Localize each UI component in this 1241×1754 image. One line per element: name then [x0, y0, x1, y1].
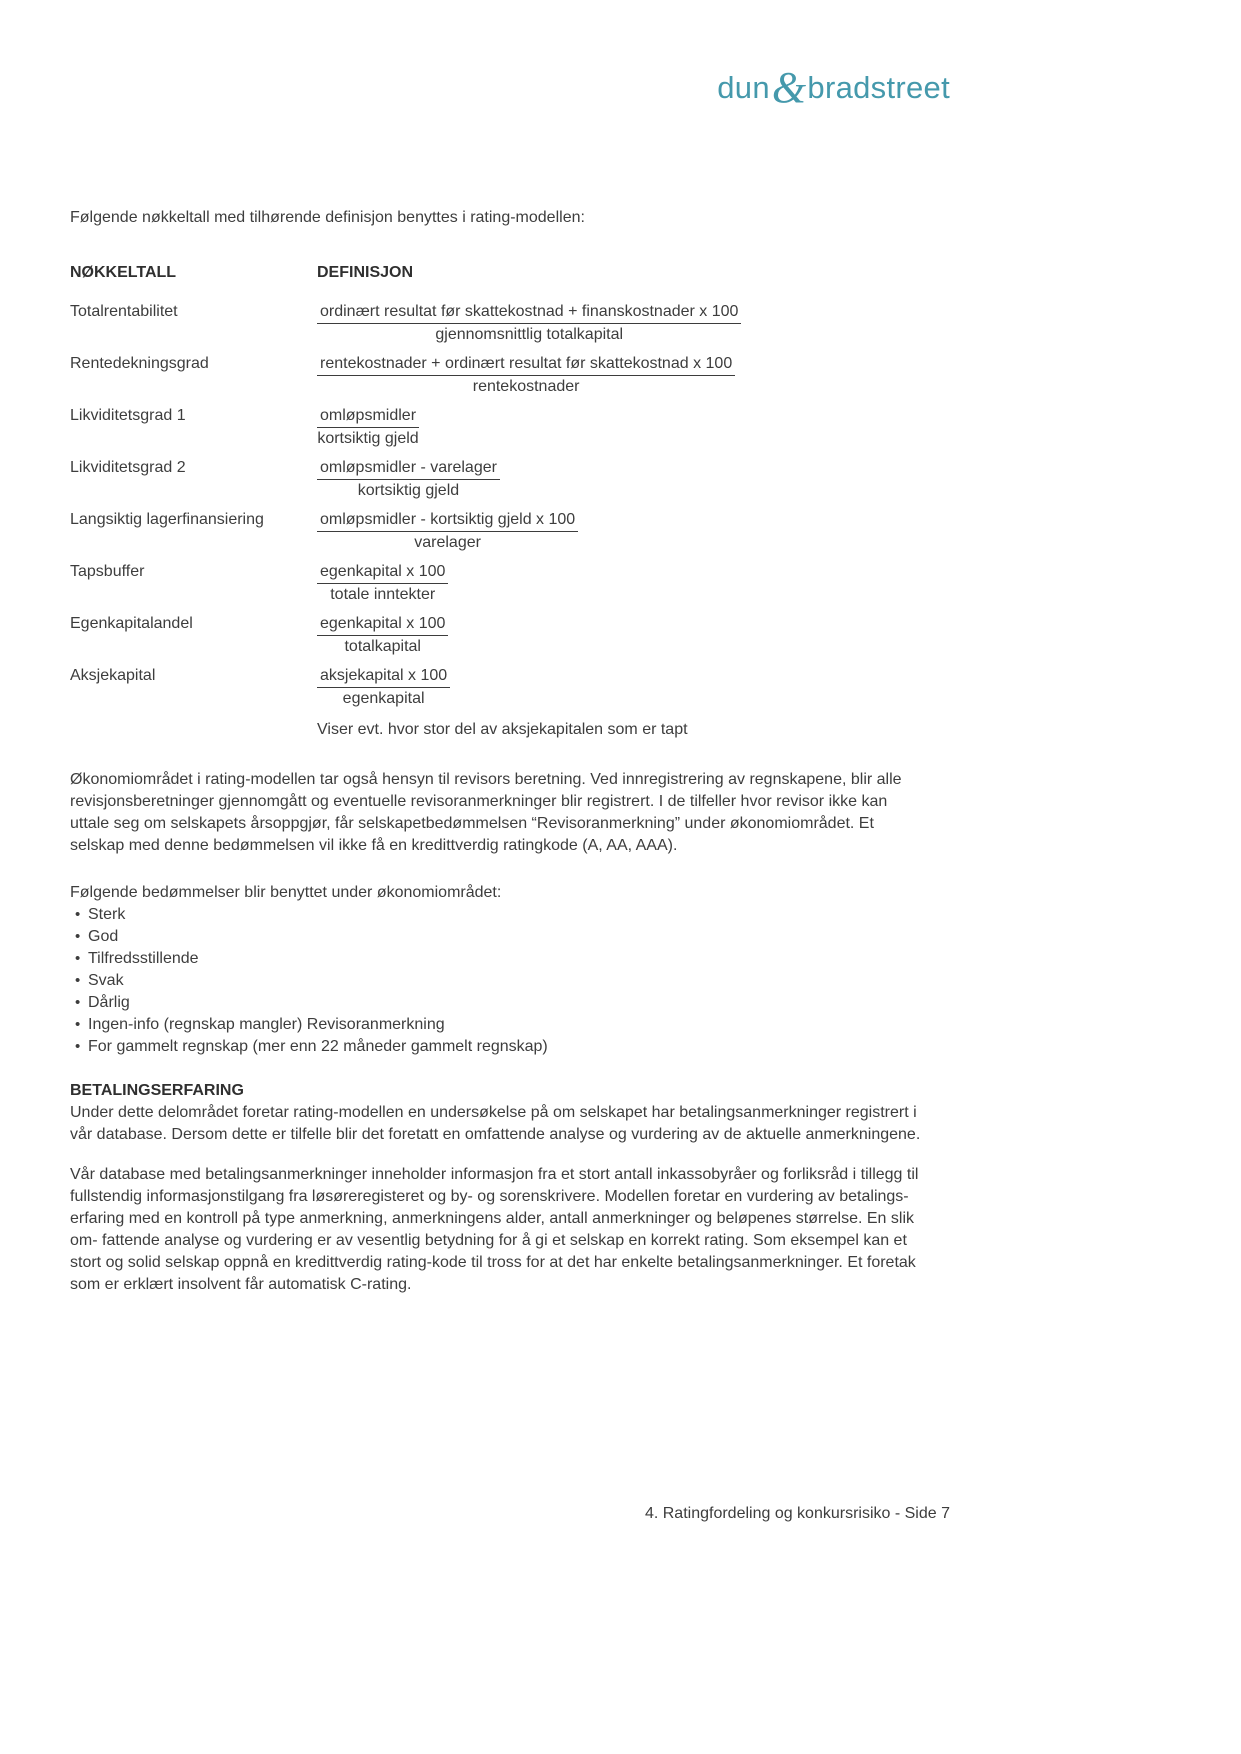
bullet-icon: • — [75, 950, 81, 967]
logo-ampersand-icon: & — [771, 63, 807, 112]
table-row — [70, 301, 950, 346]
assessment-list — [70, 904, 950, 1058]
table-row — [70, 561, 950, 606]
logo-word-bradstreet: bradstreet — [807, 70, 950, 105]
ratio-term: Likviditetsgrad 1 — [70, 407, 186, 424]
table-row — [70, 353, 950, 398]
fraction-numerator: ordinært resultat før skattekostnad + finanskostnader x 100 — [317, 301, 741, 324]
list-item-label: Svak — [88, 972, 124, 989]
fraction-numerator: rentekostnader + ordinært resultat før skattekostnad x 100 — [317, 353, 735, 376]
bullet-icon: • — [75, 906, 81, 923]
aksjekapital-note: Viser evt. hvor stor del av aksjekapitalen som er tapt — [317, 721, 688, 738]
list-item-label: Sterk — [88, 906, 126, 923]
fraction-numerator: omløpsmidler - kortsiktig gjeld x 100 — [317, 509, 578, 532]
ratio-fraction — [317, 353, 735, 397]
table-row — [70, 509, 950, 554]
table-row — [70, 665, 950, 710]
ratio-fraction — [317, 405, 419, 449]
ratio-fraction — [317, 561, 448, 605]
fraction-denominator: gjennomsnittlig totalkapital — [435, 326, 624, 343]
ratio-fraction — [317, 301, 741, 345]
table-row — [70, 405, 950, 450]
ratio-term: Likviditetsgrad 2 — [70, 459, 186, 476]
bullet-icon: • — [75, 1038, 81, 1055]
fraction-numerator: omløpsmidler — [317, 405, 419, 428]
bullet-icon: • — [75, 994, 81, 1011]
fraction-denominator: varelager — [414, 534, 481, 551]
list-item-label: Dårlig — [88, 994, 130, 1011]
ratio-term: Rentedekningsgrad — [70, 355, 209, 372]
ratio-term: Egenkapitalandel — [70, 615, 193, 632]
column-header-definition: DEFINISJON — [317, 264, 414, 281]
list-item-label: Tilfredsstillende — [88, 950, 199, 967]
list-item — [70, 948, 950, 970]
payment-paragraph-2: Vår database med betalingsanmerkninger inneholder informasjon fra et stort antall inkassobyråer og forliksråd i tillegg til fullstendig informasjonstilgang fra løsøreregisteret og by- og sorenskrivere. Modellen foretar en vurdering av betalings- erfaring med en kontroll på type anmerkning, anmerkningens alder, antall anmerkninger og beløpenes størrelse. En slik om- fattende analyse og vurdering er av vesentlig betydning for å gi et selskap en korrekt rating. Som eksempel kan et stort og solid selskap oppnå en kredittverdig rating-kode til tross for at det har enkelte betalingsanmerkninger. Et foretak som er erklært insolvent får automatisk C-rating. — [70, 1166, 919, 1293]
assessments-intro: Følgende bedømmelser blir benyttet under økonomiområdet: — [70, 884, 502, 901]
ratio-term: Aksjekapital — [70, 667, 156, 684]
list-item — [70, 926, 950, 948]
ratio-fraction — [317, 665, 450, 709]
page-content — [70, 207, 950, 1296]
list-item — [70, 970, 950, 992]
section-heading: BETALINGSERFARING — [70, 1082, 244, 1099]
table-row — [70, 613, 950, 658]
fraction-numerator: omløpsmidler - varelager — [317, 457, 500, 480]
payment-paragraph-1: Under dette delområdet foretar rating-modellen en undersøkelse på om selskapet har betalingsanmerkninger registrert i vår database. Dersom dette er tilfelle blir det foretatt en omfattende analyse og vurdering av de aktuelle anmerkningene. — [70, 1104, 921, 1143]
ratio-fraction — [317, 509, 578, 553]
intro-text: Følgende nøkkeltall med tilhørende definisjon benyttes i rating-modellen: — [70, 209, 585, 226]
list-item — [70, 1014, 950, 1036]
list-item — [70, 904, 950, 926]
fraction-numerator: aksjekapital x 100 — [317, 665, 450, 688]
logo-word-dun: dun — [717, 70, 770, 105]
list-item — [70, 1036, 950, 1058]
column-header-term: NØKKELTALL — [70, 264, 177, 281]
fraction-denominator: totale inntekter — [330, 586, 436, 603]
dun-bradstreet-logo — [70, 63, 950, 112]
fraction-numerator: egenkapital x 100 — [317, 613, 448, 636]
bullet-icon: • — [75, 928, 81, 945]
fraction-denominator: kortsiktig gjeld — [317, 430, 419, 447]
page-footer: 4. Ratingfordeling og konkursrisiko - Side 7 — [644, 1505, 950, 1522]
key-figures-table — [70, 262, 950, 741]
fraction-denominator: totalkapital — [344, 638, 421, 655]
fraction-denominator: rentekostnader — [472, 378, 580, 395]
fraction-numerator: egenkapital x 100 — [317, 561, 448, 584]
ratio-fraction — [317, 457, 500, 501]
table-row — [70, 457, 950, 502]
ratio-term: Totalrentabilitet — [70, 303, 178, 320]
payment-experience-section — [70, 1080, 950, 1296]
list-item — [70, 992, 950, 1014]
fraction-denominator: kortsiktig gjeld — [357, 482, 460, 499]
ratio-fraction — [317, 613, 448, 657]
list-item-label: For gammelt regnskap (mer enn 22 måneder gammelt regnskap) — [88, 1038, 548, 1055]
ratio-term: Tapsbuffer — [70, 563, 145, 580]
economy-area-paragraph: Økonomiområdet i rating-modellen tar også hensyn til revisors beretning. Ved innregistrering av regnskapene, blir alle revisjonsberetninger gjennomgått og eventuelle revisoranmerkninger blir registrert. I de tilfeller hvor revisor ikke kan uttale seg om selskapets årsoppgjør, får selskapetbedømmelsen “Revisoranmerkning” under økonomiområdet. Et selskap med denne bedømmelsen vil ikke få en kredittverdig ratingkode (A, AA, AAA). — [70, 771, 902, 854]
fraction-denominator: egenkapital — [342, 690, 425, 707]
ratio-term: Langsiktig lagerfinansiering — [70, 511, 264, 528]
bullet-icon: • — [75, 1016, 81, 1033]
bullet-icon: • — [75, 972, 81, 989]
table-header-row — [70, 262, 950, 284]
list-item-label: Ingen-info (regnskap mangler) Revisoranmerkning — [88, 1016, 445, 1033]
list-item-label: God — [88, 928, 119, 945]
